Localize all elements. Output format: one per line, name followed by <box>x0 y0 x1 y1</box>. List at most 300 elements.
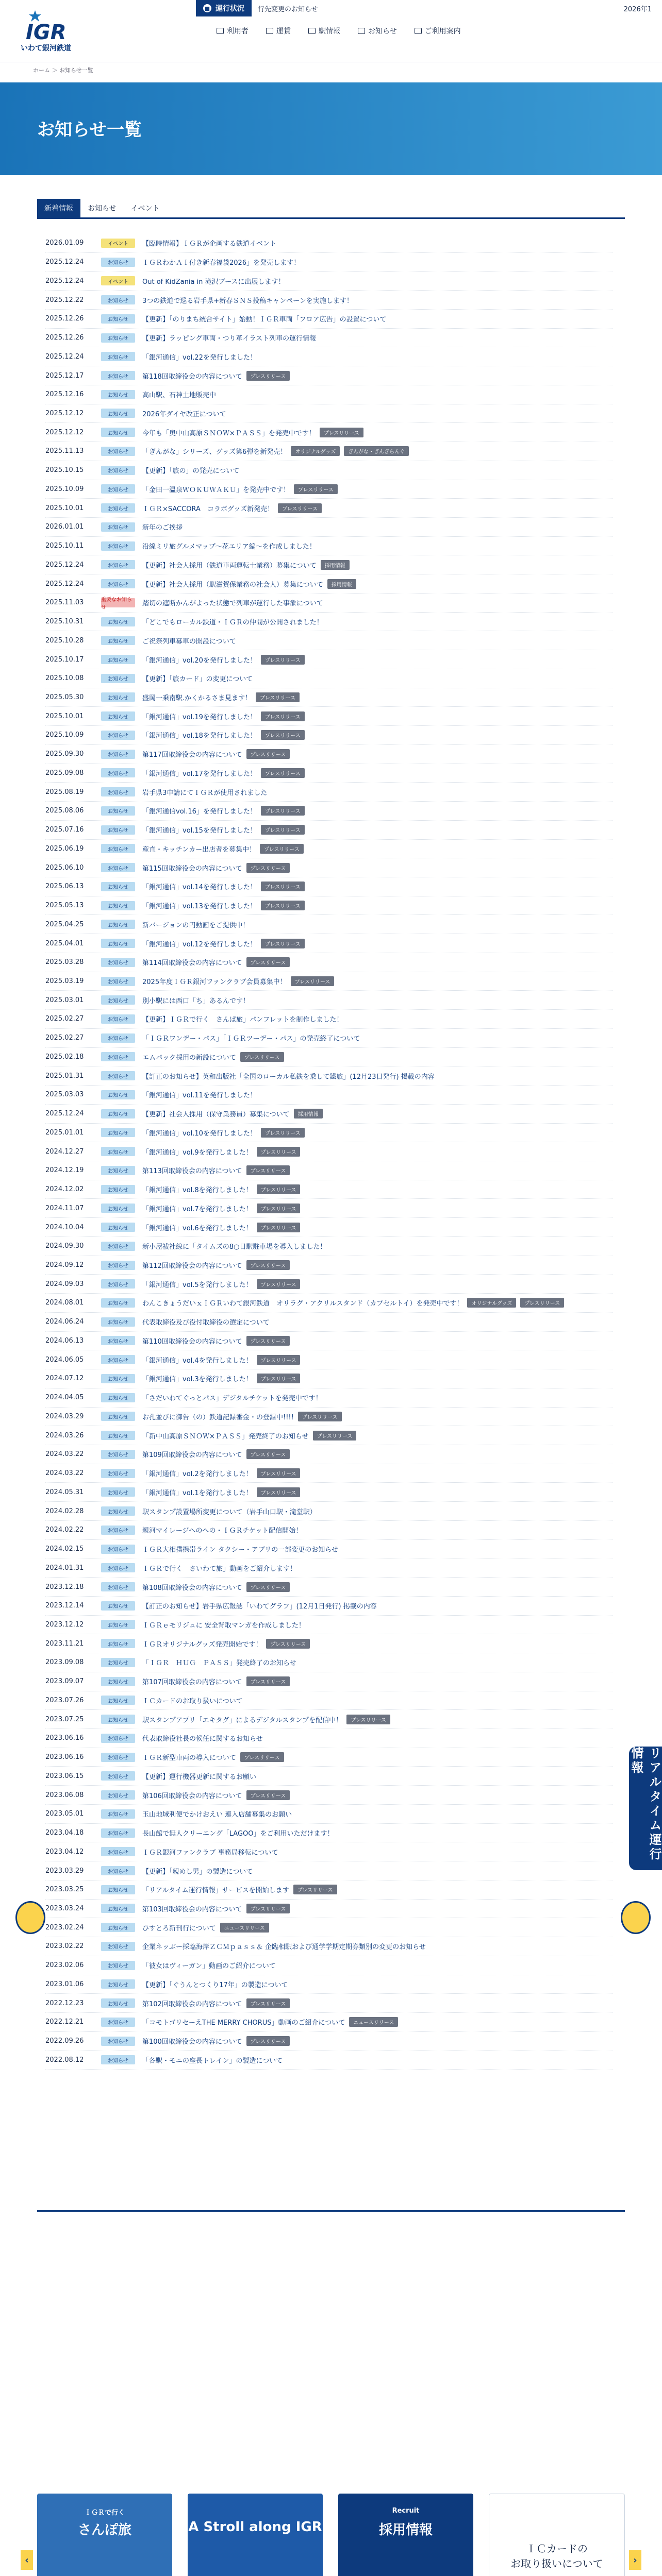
news-row[interactable] <box>45 1597 613 1616</box>
news-title-link[interactable]: 【更新】ラッピング車両・つり革イラスト列車の運行情報 <box>142 335 317 343</box>
news-row[interactable] <box>45 1521 613 1540</box>
news-row[interactable] <box>45 1142 613 1161</box>
news-row[interactable] <box>45 1199 613 1218</box>
news-row[interactable] <box>45 1842 613 1861</box>
news-date: 2023.06.08 <box>45 1791 84 1799</box>
banner-2[interactable] <box>338 2494 473 2576</box>
news-tag[interactable]: プレスリリース <box>246 863 290 873</box>
news-row[interactable] <box>45 310 613 329</box>
news-tag[interactable]: プレスリリース <box>246 957 290 967</box>
news-tag[interactable]: 採用情報 <box>327 579 356 589</box>
news-tag[interactable]: プレスリリース <box>246 1165 290 1175</box>
news-date: 2022.09.26 <box>45 2037 84 2045</box>
news-row[interactable] <box>45 1464 613 1483</box>
news-row[interactable] <box>45 461 613 480</box>
igr-logo[interactable] <box>15 8 98 55</box>
news-tag[interactable]: プレスリリース <box>246 2036 290 2046</box>
news-title-link[interactable]: 第117回取締役会の内容について <box>142 751 242 759</box>
news-tag[interactable]: プレスリリース <box>298 1412 342 1421</box>
news-row[interactable] <box>45 537 613 556</box>
news-row[interactable] <box>45 1086 613 1105</box>
news-title-link[interactable]: 「銀河通信」vol.22を発行しました！ <box>142 353 257 362</box>
news-date: 2024.06.05 <box>45 1355 84 1364</box>
nav-label: 駅情報 <box>319 27 340 36</box>
news-row[interactable] <box>45 499 613 518</box>
news-date: 2023.06.16 <box>45 1734 84 1742</box>
news-tag[interactable]: プレスリリース <box>257 1223 301 1232</box>
news-tag[interactable]: プレスリリース <box>240 1752 284 1762</box>
news-title-link[interactable]: 【更新】「ぐうんとつくり17年」の製造について <box>142 1981 288 1989</box>
news-tag[interactable]: プレスリリース <box>261 806 305 816</box>
news-title-link[interactable]: ＩＧＲ×SACCORA コラボグッズ新発売！ <box>142 505 274 513</box>
news-row[interactable] <box>45 1275 613 1294</box>
news-tag[interactable]: プレスリリース <box>346 1715 390 1724</box>
news-title-link[interactable]: 【訂正のお知らせ】岩手県広報誌「いわてグラフ」(12月1日発行) 掲載の内容 <box>142 1603 377 1611</box>
news-title-link[interactable]: 第103回取締役会の内容について <box>142 1905 242 1913</box>
news-title-link[interactable]: わんこきょうだいｘＩＧＲいわて銀河鉄道 オリラグ・アクリルスタンド（カプセルトイ）を発売中です！ <box>142 1300 464 1308</box>
news-tag[interactable]: オリジナルグッズ <box>291 446 340 456</box>
news-date: 2024.07.12 <box>45 1375 84 1383</box>
category-badge: お知らせ <box>101 503 135 513</box>
news-row[interactable] <box>45 783 613 802</box>
news-title-link[interactable]: 【更新】「親めし男」の製造について <box>142 1868 253 1876</box>
news-tag[interactable]: プレスリリース <box>246 1676 290 1686</box>
news-row[interactable] <box>45 1388 613 1408</box>
news-tag[interactable]: ぎんがな・ぎんぎらんぐ <box>344 446 409 456</box>
news-tag[interactable]: プレスリリース <box>246 1790 290 1800</box>
news-title-link[interactable]: 「銀河通信」vol.18を発行しました！ <box>142 732 257 740</box>
news-row[interactable] <box>45 1937 613 1956</box>
news-tag[interactable]: プレスリリース <box>320 428 363 437</box>
news-title-link[interactable]: 「銀河通信」vol.12を発行しました！ <box>142 940 257 948</box>
nav-item-0[interactable] <box>217 26 249 36</box>
news-row[interactable] <box>45 1994 613 2013</box>
news-tag[interactable]: プレスリリース <box>261 768 305 778</box>
news-title-link[interactable]: 企業ネッぶー採臨海岸ＺＣＭｐａｓｓ＆ 企臨相駅および通学学期定期券類別の変更のお知らせ <box>142 1943 426 1952</box>
news-title-link[interactable]: 「銀河通信」vol.20を発行しました！ <box>142 656 257 665</box>
news-title-link[interactable]: ＩＧＲオリジナルグッズ発売開始です！ <box>142 1640 262 1649</box>
news-row[interactable] <box>45 574 613 594</box>
news-row[interactable] <box>45 688 613 707</box>
news-row[interactable] <box>45 2013 613 2032</box>
operation-status-bar[interactable] <box>196 0 662 16</box>
news-title-link[interactable]: 「銀河通信」vol.4を発行しました！ <box>142 1357 253 1365</box>
news-row[interactable] <box>45 1010 613 1029</box>
news-title-link[interactable]: 第109回取締役会の内容について <box>142 1451 242 1460</box>
news-title-link[interactable]: 第100回取締役会の内容について <box>142 2038 242 2046</box>
news-title-link[interactable]: 「ＩＧＲワンデー・パス」「ＩＧＲツーデー・パス」の発売終了について <box>142 1035 360 1043</box>
news-row[interactable] <box>45 1350 613 1369</box>
news-title-link[interactable]: 2025年度ＩＧＲ銀河ファンクラブ会員募集中！ <box>142 978 287 986</box>
news-row[interactable] <box>45 1483 613 1502</box>
category-badge: お知らせ <box>101 371 135 380</box>
news-title-link[interactable]: 「銀河通信」vol.11を発行しました！ <box>142 1092 257 1100</box>
nav-item-1[interactable] <box>266 26 291 36</box>
news-title-link[interactable]: 岩手県3申請にてＩＧＲが使用されました <box>142 789 268 797</box>
news-title-link[interactable]: 【臨時情報】ＩＧＲが企画する鉄道イベント <box>142 240 277 248</box>
tab-0[interactable]: 新着情報 <box>37 199 80 217</box>
news-date: 2023.07.25 <box>45 1715 84 1723</box>
news-row[interactable] <box>45 1180 613 1199</box>
news-row[interactable] <box>45 764 613 783</box>
news-title-link[interactable]: 第115回取締役会の内容について <box>142 865 242 873</box>
news-row[interactable] <box>45 896 613 916</box>
status-label: 運行状況 <box>216 5 244 13</box>
news-row[interactable] <box>45 1729 613 1748</box>
news-tag[interactable]: プレスリリース <box>246 371 290 381</box>
news-row[interactable] <box>45 594 613 613</box>
news-row[interactable] <box>45 442 613 461</box>
news-tag[interactable]: ニュースリリース <box>349 2017 398 2027</box>
news-tag[interactable]: プレスリリース <box>261 1128 305 1138</box>
news-title-link[interactable]: 【更新】「旅の」の発売について <box>142 467 240 476</box>
news-title-link[interactable]: 「新中山高原ＳＮＯＷ×ＰＡＳＳ」発売終了のお知らせ <box>142 1432 309 1440</box>
news-row[interactable] <box>45 858 613 877</box>
news-tag[interactable]: プレスリリース <box>257 1487 301 1497</box>
news-title-link[interactable]: 「銀河通信」vol.10を発行しました！ <box>142 1129 257 1138</box>
news-tag[interactable]: プレスリリース <box>520 1298 564 1308</box>
news-tag[interactable]: プレスリリース <box>294 484 338 494</box>
news-row[interactable] <box>45 669 613 688</box>
news-row[interactable] <box>45 1672 613 1691</box>
carousel-next-button[interactable]: › <box>629 2550 641 2570</box>
news-tag[interactable]: 採用情報 <box>321 560 350 570</box>
operation-status-button[interactable] <box>196 0 252 16</box>
news-row[interactable] <box>45 1616 613 1635</box>
news-title-link[interactable]: 「銀河通信vol.16」を発行しました！ <box>142 808 257 816</box>
news-title-link[interactable]: 「銀河通信」vol.3を発行しました！ <box>142 1376 253 1384</box>
news-row[interactable] <box>45 1956 613 1975</box>
news-row[interactable] <box>45 1691 613 1710</box>
news-date: 2022.12.21 <box>45 2018 84 2026</box>
news-title-link[interactable]: ＩＧＲで行く さいわて旅」動画をご紹介します！ <box>142 1565 297 1573</box>
news-title-link[interactable]: ひすとろ新刊行について <box>142 1924 216 1933</box>
news-row[interactable] <box>45 1653 613 1672</box>
news-title-link[interactable]: 第102回取締役会の内容について <box>142 2000 242 2008</box>
news-row[interactable] <box>45 1426 613 1445</box>
news-row[interactable] <box>45 404 613 423</box>
news-tag[interactable]: プレスリリース <box>246 749 290 759</box>
news-tag[interactable]: プレスリリース <box>261 825 305 835</box>
news-row[interactable] <box>45 802 613 821</box>
news-date: 2025.12.24 <box>45 580 84 588</box>
news-date: 2024.12.27 <box>45 1147 84 1156</box>
news-title-link[interactable]: 沿線ミリ旅グルメマップ〜花エリア編〜を作成しました！ <box>142 543 316 551</box>
news-row[interactable] <box>45 650 613 669</box>
news-title-link[interactable]: 「ぎんがな」シリーズ、グッズ第6弾を新発売！ <box>142 448 287 456</box>
news-row[interactable] <box>45 1767 613 1786</box>
news-tag[interactable]: ニュースリリース <box>220 1923 269 1933</box>
news-tag[interactable]: プレスリリース <box>261 730 305 740</box>
news-title-link[interactable]: 駅スタンプ設置場所変更について（岩手山口駅・滝堂駅） <box>142 1508 317 1516</box>
news-row[interactable] <box>45 1634 613 1653</box>
news-title-link[interactable]: 踏切の遮断かんがよった状態で列車が運行した事象について <box>142 600 323 608</box>
news-row[interactable] <box>45 1237 613 1256</box>
tab-2[interactable]: イベント <box>130 205 160 213</box>
news-tag[interactable]: オリジナルグッズ <box>467 1298 516 1308</box>
news-row[interactable] <box>45 329 613 348</box>
news-tag[interactable]: 採用情報 <box>294 1109 323 1118</box>
news-title-link[interactable]: 「彼女はヴィーガン」動画のご紹介について <box>142 1962 276 1971</box>
news-row[interactable] <box>45 953 613 972</box>
news-tag[interactable]: プレスリリース <box>257 1147 301 1157</box>
news-title-link[interactable]: 2026年ダイヤ改正について <box>142 410 226 418</box>
news-row[interactable] <box>45 480 613 499</box>
news-list <box>45 234 613 2070</box>
news-row[interactable] <box>45 291 613 310</box>
news-title-link[interactable]: 3つの鉄道で巡る岩手県+新春ＳＮＳ投稿キャンペーンを実施します！ <box>142 297 353 305</box>
news-row[interactable] <box>45 631 613 650</box>
news-row[interactable] <box>45 1161 613 1180</box>
news-row[interactable] <box>45 1218 613 1237</box>
news-row[interactable] <box>45 1408 613 1427</box>
news-row[interactable] <box>45 1332 613 1351</box>
news-row[interactable] <box>45 1066 613 1086</box>
news-tag[interactable]: プレスリリース <box>257 1184 301 1194</box>
news-title-link[interactable]: 第110回取締役会の内容について <box>142 1337 242 1346</box>
news-title-link[interactable]: 「銀河通信」vol.7を発行しました！ <box>142 1205 253 1213</box>
news-title-link[interactable]: ＩＣカードのお取り扱いについて <box>142 1697 243 1705</box>
news-title-link[interactable]: 新年のご挨拶 <box>142 524 183 532</box>
news-row[interactable] <box>45 745 613 764</box>
news-row[interactable] <box>45 347 613 366</box>
news-title-link[interactable]: 【更新】「旅カード」の変更について <box>142 675 253 684</box>
news-title-link[interactable]: 【更新】「のりまち統合サイト」始動！ＩＧＲ車両「フロア広告」の設置について <box>142 316 387 324</box>
news-row[interactable] <box>45 840 613 859</box>
news-title-link[interactable]: 「各駅・モニの座長トレイン」の製造について <box>142 2057 283 2065</box>
news-tag[interactable]: プレスリリース <box>293 1885 337 1894</box>
news-date: 2024.03.29 <box>45 1412 84 1420</box>
news-tag[interactable]: プレスリリース <box>313 1431 357 1440</box>
news-row[interactable] <box>45 915 613 934</box>
news-row[interactable] <box>45 934 613 953</box>
news-tag[interactable]: プレスリリース <box>291 976 335 986</box>
news-title-link[interactable]: 代表取締役社長の候任に関するお知らせ <box>142 1735 263 1743</box>
news-title-link[interactable]: 産直・キッチンカー出店者を募集中！ <box>142 845 256 854</box>
news-tag[interactable]: プレスリリース <box>246 1336 290 1346</box>
news-row[interactable] <box>45 1918 613 1937</box>
news-row[interactable] <box>45 1805 613 1824</box>
news-row[interactable] <box>45 707 613 726</box>
news-row[interactable] <box>45 1880 613 1900</box>
news-row[interactable] <box>45 1313 613 1332</box>
news-row[interactable] <box>45 613 613 632</box>
news-row[interactable] <box>45 1748 613 1767</box>
news-title-link[interactable]: 「銀河通信」vol.9を発行しました！ <box>142 1148 253 1157</box>
news-tag[interactable]: プレスリリース <box>240 1052 284 1062</box>
news-title-link[interactable]: 「ＩＧＲ ＨＵＧ ＰＡＳＳ」発売終了のお知らせ <box>142 1659 296 1668</box>
news-tag[interactable]: プレスリリース <box>261 901 305 910</box>
news-row[interactable] <box>45 272 613 291</box>
news-title-link[interactable]: 「銀河通信」vol.2を発行しました！ <box>142 1470 253 1479</box>
category-badge: お知らせ <box>101 579 135 588</box>
news-row[interactable] <box>45 1900 613 1919</box>
news-title-link[interactable]: お孔並びに御告（の）鉄道記録番金・の登録中!!!! <box>142 1413 294 1421</box>
news-tag[interactable]: プレスリリース <box>246 1260 290 1270</box>
news-title-link[interactable]: 「コモトゴリセーえTHE MERRY CHORUS」動画のご紹介について <box>142 2019 345 2027</box>
news-title-link[interactable]: ＩＧＲ銀河ファンクラブ 事務局移転について <box>142 1849 278 1857</box>
news-title-link[interactable]: 長山館で無人クリーニング「LAGOO」をご利用いただけます！ <box>142 1830 334 1838</box>
news-title-link[interactable]: 【更新】ＩＧＲで行く さんぱ旅」パンフレットを制作しました！ <box>142 1016 343 1024</box>
news-tag[interactable]: プレスリリース <box>246 1998 290 2008</box>
news-row[interactable] <box>45 1558 613 1578</box>
news-title-link[interactable]: 「金田一温泉ＷＯＫＵＷＡＫＵ」を発売中です！ <box>142 486 290 494</box>
news-row[interactable] <box>45 1540 613 1559</box>
news-title-link[interactable]: ＩＧＲ大相撲携帯ライン タクシー・アブリの一部変更のお知らせ <box>142 1546 338 1554</box>
news-row[interactable] <box>45 1256 613 1275</box>
news-title-link[interactable]: 「銀河通信」vol.14を発行しました！ <box>142 884 257 892</box>
news-date: 2023.02.22 <box>45 1942 84 1951</box>
news-title-link[interactable]: 第113回取締役会の内容について <box>142 1167 242 1176</box>
news-tag[interactable]: プレスリリース <box>246 1904 290 1913</box>
news-row[interactable] <box>45 1578 613 1597</box>
news-row[interactable] <box>45 1710 613 1729</box>
news-row[interactable] <box>45 518 613 537</box>
news-row[interactable] <box>45 1105 613 1124</box>
news-title-link[interactable]: ご祝祭列車募車の開設について <box>142 637 236 646</box>
news-tag[interactable]: プレスリリース <box>261 655 305 665</box>
news-title-link[interactable]: 駅スタンプアプリ「エキタグ」によるデジタルスタンプを配信中！ <box>142 1716 343 1724</box>
news-row[interactable] <box>45 234 613 253</box>
realtime-operation-panel[interactable] <box>629 1747 662 1870</box>
news-tag[interactable]: プレスリリース <box>278 503 322 513</box>
news-row[interactable] <box>45 1029 613 1048</box>
nav-item-2[interactable] <box>308 26 340 36</box>
news-title-link[interactable]: 「銀河通信」vol.6を発行しました！ <box>142 1224 253 1232</box>
news-title-link[interactable]: 代表取締役及び役付取締役の選定について <box>142 1319 270 1327</box>
news-title-link[interactable]: ＩＧＲｅモリジュに 安全背取マンガを作成しました！ <box>142 1621 305 1630</box>
news-date: 2025.06.13 <box>45 883 84 891</box>
news-row[interactable] <box>45 877 613 896</box>
news-title-link[interactable]: Out of KidZania in 滝沢ブースに出展します！ <box>142 278 285 286</box>
category-badge: お知らせ <box>101 1204 135 1213</box>
news-tag[interactable]: プレスリリース <box>257 1468 301 1478</box>
news-title-link[interactable]: 「銀河通信」vol.8を発行しました！ <box>142 1187 253 1195</box>
news-title-link[interactable]: 今年も「奥中山高原ＳＮＯＷ×ＰＡＳＳ」を発売中です！ <box>142 429 316 437</box>
news-title-link[interactable]: 「銀河通信」vol.5を発行しました！ <box>142 1281 253 1289</box>
news-title-link[interactable]: 【訂正のお知らせ】英和出版社「全国のローカル私鉄を乗して鐵旅」(12月23日発行) 掲載の内容 <box>142 1073 435 1081</box>
news-title-link[interactable]: エムパック採用の新設について <box>142 1054 236 1062</box>
news-row[interactable] <box>45 1786 613 1805</box>
news-date: 2023.02.06 <box>45 1961 84 1970</box>
category-badge: お知らせ <box>101 1885 135 1894</box>
news-title-link[interactable]: 第108回取締役会の内容について <box>142 1584 242 1592</box>
news-title-link[interactable]: 新小屋祓社線に「タイムズの8○日駅駐車場を導入しました！ <box>142 1243 327 1251</box>
banner-1[interactable] <box>188 2494 323 2576</box>
news-tag[interactable]: プレスリリース <box>257 1279 301 1289</box>
news-title-link[interactable]: 【更新】運行機器更新に関するお願い <box>142 1773 257 1781</box>
news-tag[interactable]: プレスリリース <box>246 1582 290 1592</box>
news-title-link[interactable]: 高山駅、石神土地販売中 <box>142 392 217 400</box>
news-tag[interactable]: プレスリリース <box>257 1374 301 1383</box>
status-message[interactable]: 行先変更のお知らせ <box>258 5 318 13</box>
news-row[interactable] <box>45 1048 613 1067</box>
category-badge: お知らせ <box>101 484 135 494</box>
news-tag[interactable]: プレスリリース <box>260 844 304 854</box>
news-row[interactable] <box>45 423 613 442</box>
banner-3[interactable] <box>489 2494 625 2576</box>
news-tag[interactable]: プレスリリース <box>261 882 305 891</box>
category-badge: お知らせ <box>101 787 135 796</box>
banner-0[interactable] <box>37 2494 172 2576</box>
news-row[interactable] <box>45 726 613 745</box>
category-badge: お知らせ <box>101 1374 135 1383</box>
news-tag[interactable]: プレスリリース <box>257 1204 301 1213</box>
news-tag[interactable]: プレスリリース <box>261 711 305 721</box>
nav-item-3[interactable] <box>358 26 397 36</box>
news-row[interactable] <box>45 821 613 840</box>
news-tag[interactable]: プレスリリース <box>256 692 300 702</box>
category-badge: お知らせ <box>101 1109 135 1118</box>
carousel-prev-button[interactable]: ‹ <box>21 2550 33 2570</box>
news-row[interactable] <box>45 1975 613 1994</box>
news-row[interactable] <box>45 972 613 991</box>
news-row[interactable] <box>45 2051 613 2070</box>
news-date: 2025.12.17 <box>45 371 84 380</box>
news-tag[interactable]: プレスリリース <box>266 1639 310 1649</box>
news-tag[interactable]: プレスリリース <box>246 1449 290 1459</box>
news-title-link[interactable]: 親河マイレージへのへの・ＩＧＲチケット配信開始！ <box>142 1527 303 1535</box>
news-title-link[interactable]: 【更新】社会人採用（鉄道車両運転士業務）募集について <box>142 562 317 570</box>
news-row[interactable] <box>45 1124 613 1143</box>
news-row[interactable] <box>45 366 613 385</box>
news-title-link[interactable]: ＩＧＲ新型車両の導入について <box>142 1754 236 1762</box>
news-row[interactable] <box>45 991 613 1010</box>
news-date: 2023.06.16 <box>45 1753 84 1761</box>
news-row[interactable] <box>45 1369 613 1388</box>
breadcrumb[interactable]: ホーム ＞ お知らせ一覧 <box>33 67 93 74</box>
news-title-link[interactable]: 別小駅には西口「ち」あるんです！ <box>142 997 250 1005</box>
news-date: 2024.12.02 <box>45 1185 84 1194</box>
tab-1[interactable]: お知らせ <box>88 205 117 213</box>
nav-item-4[interactable] <box>415 26 461 36</box>
nav-icon <box>217 28 224 34</box>
news-title-link[interactable]: 盛岡一乗南駅.かくかるさま見ます！ <box>142 694 252 702</box>
news-title-link[interactable]: 「どこでもローカル鉄道・ＩＧＲの仲間が公開されました！ <box>142 619 323 627</box>
news-row[interactable] <box>45 2032 613 2051</box>
news-row[interactable] <box>45 555 613 574</box>
news-date: 2024.03.26 <box>45 1431 84 1439</box>
news-title-link[interactable]: 【更新】社会人採用（保守業務員）募集について <box>142 1111 290 1119</box>
news-row[interactable] <box>45 1445 613 1464</box>
news-title-link[interactable]: 第118回取締役会の内容について <box>142 372 242 381</box>
news-title-link[interactable]: 第114回取締役会の内容について <box>142 959 242 968</box>
news-title-link[interactable]: 「銀河通信」vol.15を発行しました！ <box>142 827 257 835</box>
news-title-link[interactable]: 「銀河通信」vol.13を発行しました！ <box>142 903 257 911</box>
news-row[interactable] <box>45 253 613 272</box>
news-title-link[interactable]: 「銀河通信」vol.19を発行しました！ <box>142 713 257 721</box>
news-title-link[interactable]: 【更新】社会人採用（駅滋賀保業務の社会人）募集について <box>142 581 323 589</box>
news-title-link[interactable]: 玉山地域利便でかけおえい 連入店舗募集のお願い <box>142 1811 292 1819</box>
news-row[interactable] <box>45 1294 613 1313</box>
news-title-link[interactable]: 第106回取締役会の内容について <box>142 1792 242 1800</box>
news-title-link[interactable]: 「銀河通信」vol.17を発行しました！ <box>142 770 257 778</box>
news-title-link[interactable]: 第107回取締役会の内容について <box>142 1679 242 1687</box>
news-title-link[interactable]: 「さだいわてぐっとパス」デジタルチケットを発売中です！ <box>142 1395 322 1403</box>
news-row[interactable] <box>45 1502 613 1521</box>
news-title-link[interactable]: 新バージョンの円動画をご提供中！ <box>142 921 250 929</box>
news-title-link[interactable]: 「リアルタイム運行情報」サービスを開始します <box>142 1887 289 1895</box>
news-tag[interactable]: プレスリリース <box>257 1355 301 1365</box>
news-title-link[interactable]: 第112回取締役会の内容について <box>142 1262 242 1270</box>
news-title-link[interactable]: ＩＧＲわかＡＩ付き新春福袋2026」を発売します！ <box>142 259 301 267</box>
news-row[interactable] <box>45 1824 613 1843</box>
news-row[interactable] <box>45 1861 613 1880</box>
news-row[interactable] <box>45 385 613 404</box>
category-badge: お知らせ <box>101 1052 135 1061</box>
news-title-link[interactable]: 「銀河通信」vol.1を発行しました！ <box>142 1489 253 1497</box>
news-tag[interactable]: プレスリリース <box>261 939 305 948</box>
